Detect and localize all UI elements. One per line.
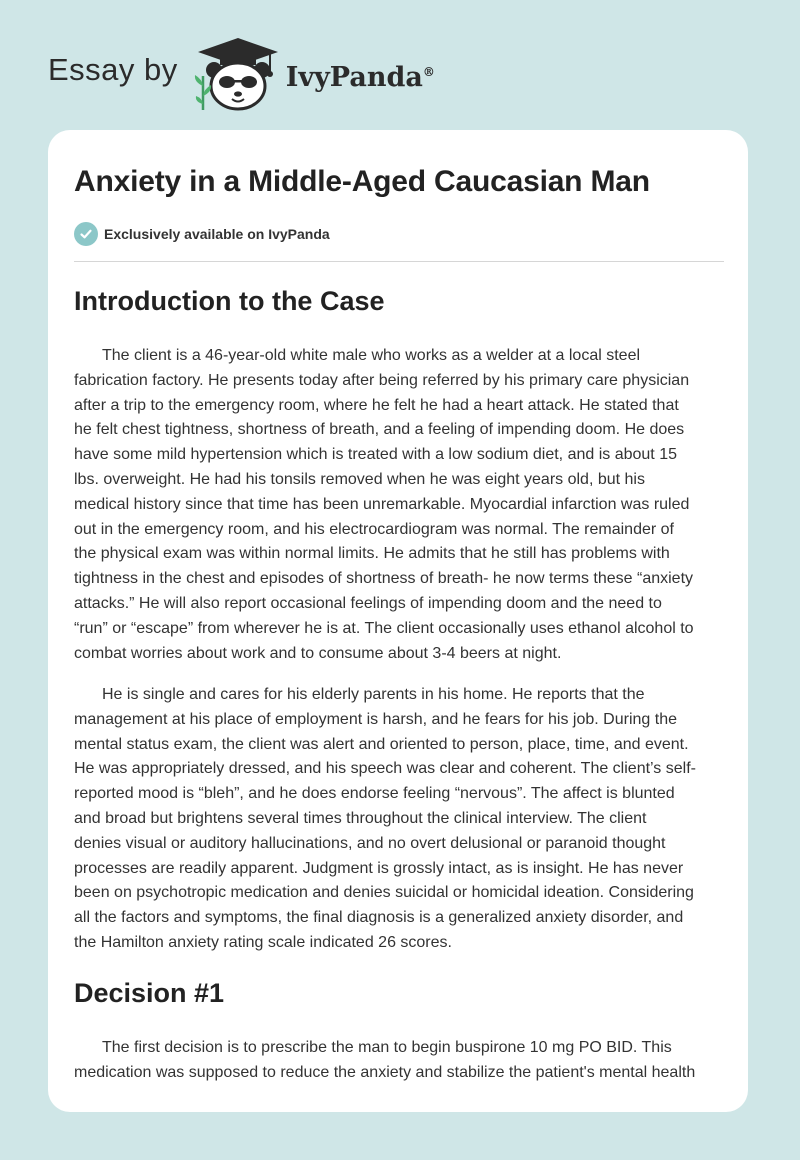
- section-heading-introduction: Introduction to the Case: [74, 286, 385, 316]
- divider: [74, 261, 724, 262]
- section-heading-decision-1: Decision #1: [74, 978, 225, 1008]
- panda-logo-icon[interactable]: [192, 36, 284, 112]
- paragraph: The first decision is to prescribe the man to begin buspirone 10 mg PO BID. This medication was supposed to reduce the anxiety and stabilize the patient's mental health: [74, 1039, 696, 1081]
- brand-prefix: Essay by: [48, 52, 178, 87]
- exclusive-badge: [74, 222, 330, 246]
- brand-header: [48, 34, 435, 114]
- article-card: [48, 130, 748, 1112]
- paragraph: The client is a 46-year-old white male who works as a welder at a local steel fabrication factory. He presents today after being referred by his primary care physician after a trip to the emergency room, where he felt he had a heart attack. He stated that he felt chest tightness, shortness of breath, and a feeling of impending doom. He does have some mild hypertension which is treated with a low sodium diet, and is about 15 lbs. overweight. He had his tonsils removed when he was eight years old, but his medical history since that time has been unremarkable. Myocardial infarction was ruled out in the emergency room, and his electrocardiogram was normal. The remainder of the physical exam was within normal limits. He admits that he still has problems with tightness in the chest and episodes of shortness of breath- he now terms these “anxiety attacks.” He will also report occasional feelings of impending doom and the need to “run” or “escape” from wherever he is at. The client occasionally uses ethanol alcohol to combat worries about work and to consume about 3-4 beers at night.: [74, 347, 694, 662]
- page-title: Anxiety in a Middle-Aged Caucasian Man: [74, 165, 650, 198]
- brand-name[interactable]: IvyPanda®: [285, 61, 435, 93]
- check-circle-icon: [74, 222, 98, 246]
- paragraph: He is single and cares for his elderly parents in his home. He reports that the management at his place of employment is harsh, and he fears for his job. During the mental status exam, the client was alert and oriented to person, place, time, and event. He was appropriately dressed, and his speech was clear and coherent. The client’s self- reported mood is “bleh”, and he does endorse feeling “nervous”. The affect is blunted and broad but brightens several times throughout the clinical interview. The client denies visual or auditory hallucinations, and no overt delusional or paranoid thought processes are readily apparent. Judgment is grossly intact, as is insight. He has never been on psychotropic medication and denies suicidal or homicidal ideation. Considering all the factors and symptoms, the final diagnosis is a generalized anxiety disorder, and the Hamilton anxiety rating scale indicated 26 scores.: [74, 686, 696, 951]
- badge-text: Exclusively available on IvyPanda: [104, 226, 330, 242]
